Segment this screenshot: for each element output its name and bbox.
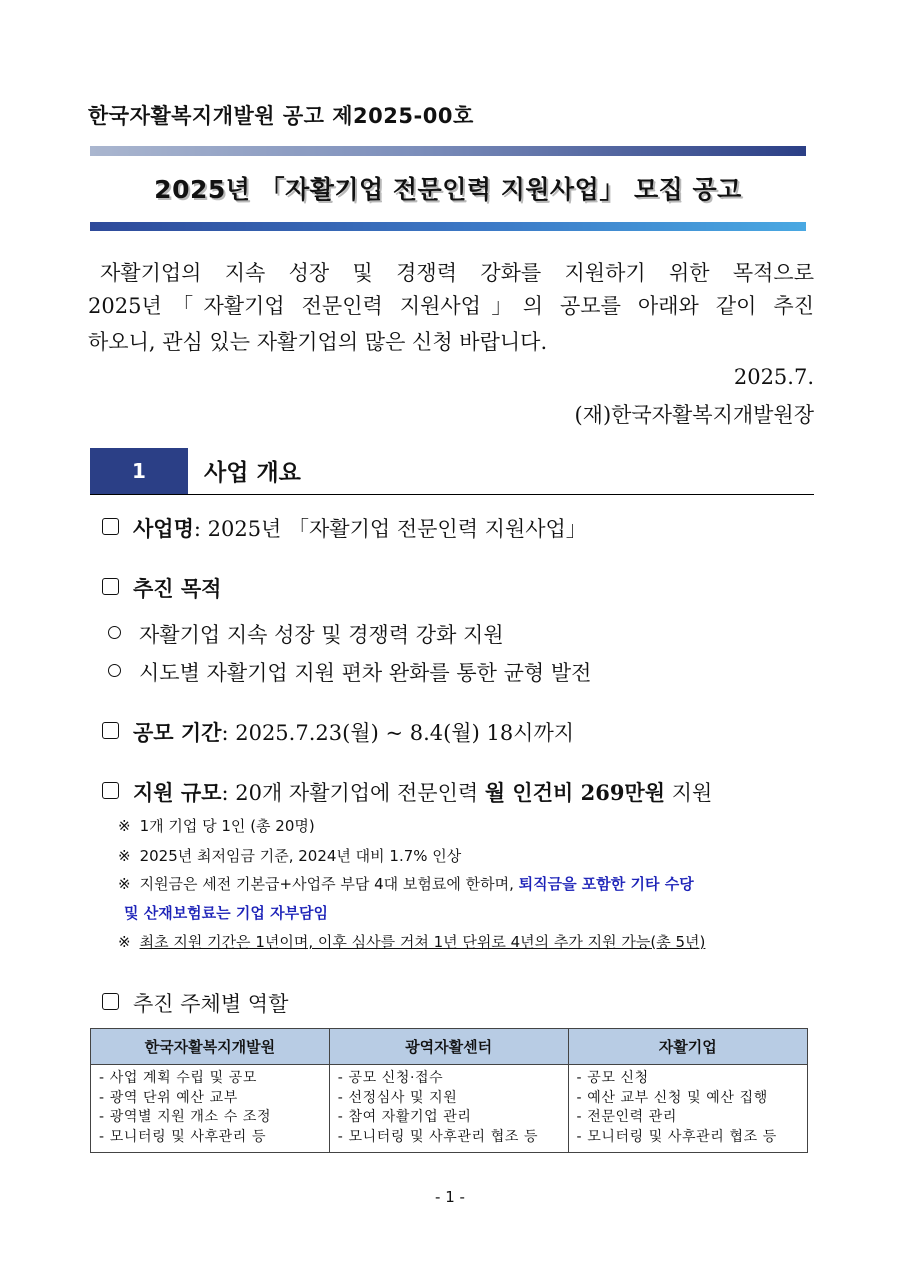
square-bullet-icon <box>102 578 119 595</box>
list-item: - 공모 신청 <box>576 1070 649 1086</box>
note-3-highlight: 퇴직금을 포함한 기타 수당 <box>518 875 694 893</box>
list-item: - 모니터링 및 사후관리 등 <box>99 1128 267 1145</box>
square-bullet-icon <box>102 722 119 739</box>
note-1-text: 1개 기업 당 1인 (총 20명) <box>139 817 315 835</box>
reference-mark: ※ <box>118 847 131 865</box>
circle-bullet-icon <box>108 626 121 639</box>
table-header-cell: 자활기업 <box>568 1029 808 1065</box>
list-item: - 광역 단위 예산 교부 <box>99 1089 238 1106</box>
note-3-highlight-cont: 및 산재보험료는 기업 자부담임 <box>124 904 329 922</box>
list-item: - 참여 자활기업 관리 <box>337 1109 472 1125</box>
note-4-text: 최초 지원 기간은 1년이며, 이후 심사를 거쳐 1년 단위로 4년의 추가 지원 가능(총 5년) <box>139 933 706 951</box>
announcement-date: 2025.7. <box>733 365 814 389</box>
section-title: 사업 개요 <box>204 460 301 486</box>
business-name-value: : 2025년 「자활기업 전문인력 지원사업」 <box>193 517 587 541</box>
page-title: 2025년 「자활기업 전문인력 지원사업」 모집 공고 <box>154 175 742 204</box>
section-divider <box>90 494 814 495</box>
business-name-item <box>102 513 587 543</box>
notice-number: 한국자활복지개발원 공고 제2025-00호 <box>88 104 474 128</box>
list-item: - 선정심사 및 지원 <box>337 1089 458 1106</box>
table-header-row <box>91 1029 808 1065</box>
circle-bullet-icon <box>108 664 121 677</box>
square-bullet-icon <box>102 993 119 1010</box>
period-value: : 2025.7.23(월) ~ 8.4(월) 18시까지 <box>221 721 575 745</box>
list-item: - 공모 신청·접수 <box>337 1070 444 1086</box>
period-item <box>102 717 574 747</box>
list-item: - 예산 교부 신청 및 예산 집행 <box>576 1089 768 1106</box>
section-number-badge: 1 <box>90 448 188 494</box>
roles-heading <box>102 988 288 1018</box>
page-number: - 1 - <box>435 1188 465 1206</box>
intro-line-2: 2025년「자활기업 전문인력 지원사업」의 공모를 아래와 같이 추진 <box>88 294 814 318</box>
note-2 <box>118 845 461 866</box>
note-3-continued <box>124 902 328 923</box>
list-item: - 광역별 지원 개소 수 조정 <box>99 1109 272 1125</box>
note-3 <box>118 873 694 894</box>
intro-line-3: 하오니, 관심 있는 자활기업의 많은 신청 바랍니다. <box>88 330 548 354</box>
table-header-cell: 광역자활센터 <box>329 1029 568 1065</box>
scale-value-a: : 20개 자활기업에 전문인력 <box>221 781 485 805</box>
scale-value-c: 지원 <box>665 781 713 805</box>
purpose-item-2 <box>108 657 591 687</box>
square-bullet-icon <box>102 782 119 799</box>
table-header-cell: 한국자활복지개발원 <box>91 1029 330 1065</box>
list-item: - 전문인력 관리 <box>576 1109 677 1125</box>
purpose-item-1-text: 자활기업 지속 성장 및 경쟁력 강화 지원 <box>139 623 504 647</box>
table-cell <box>568 1065 808 1153</box>
list-item: - 모니터링 및 사후관리 협조 등 <box>337 1128 539 1145</box>
list-item: - 모니터링 및 사후관리 협조 등 <box>576 1128 777 1145</box>
list-item: - 사업 계획 수립 및 공모 <box>99 1070 258 1086</box>
note-3-text: 지원금은 세전 기본급+사업주 부담 4대 보험료에 한하며, <box>139 875 519 893</box>
purpose-item-2-text: 시도별 자활기업 지원 편차 완화를 통한 균형 발전 <box>139 661 592 685</box>
square-bullet-icon <box>102 518 119 535</box>
note-1 <box>118 815 315 836</box>
scale-value-highlight: 월 인건비 269만원 <box>484 780 666 805</box>
intro-line-1: 자활기업의 지속 성장 및 경쟁력 강화를 지원하기 위한 목적으로 <box>100 261 814 285</box>
table-cell <box>329 1065 568 1153</box>
title-band-top <box>90 146 806 156</box>
business-name-label: 사업명 <box>133 516 194 541</box>
table-cell <box>91 1065 330 1153</box>
period-label: 공모 기간 <box>133 720 222 745</box>
reference-mark: ※ <box>118 817 131 835</box>
issuing-organization: (재)한국자활복지개발원장 <box>574 403 814 427</box>
title-band-bottom <box>90 222 806 231</box>
purpose-heading <box>102 573 221 603</box>
table-row <box>91 1065 808 1153</box>
scale-label: 지원 규모 <box>133 780 222 805</box>
roles-table <box>90 1028 808 1153</box>
scale-item <box>102 777 712 807</box>
note-2-text: 2025년 최저임금 기준, 2024년 대비 1.7% 인상 <box>139 847 462 865</box>
reference-mark: ※ <box>118 933 131 951</box>
reference-mark: ※ <box>118 875 131 893</box>
purpose-label: 추진 목적 <box>133 576 222 601</box>
purpose-item-1 <box>108 619 504 649</box>
roles-label: 추진 주체별 역할 <box>133 992 289 1016</box>
note-4 <box>118 931 705 952</box>
